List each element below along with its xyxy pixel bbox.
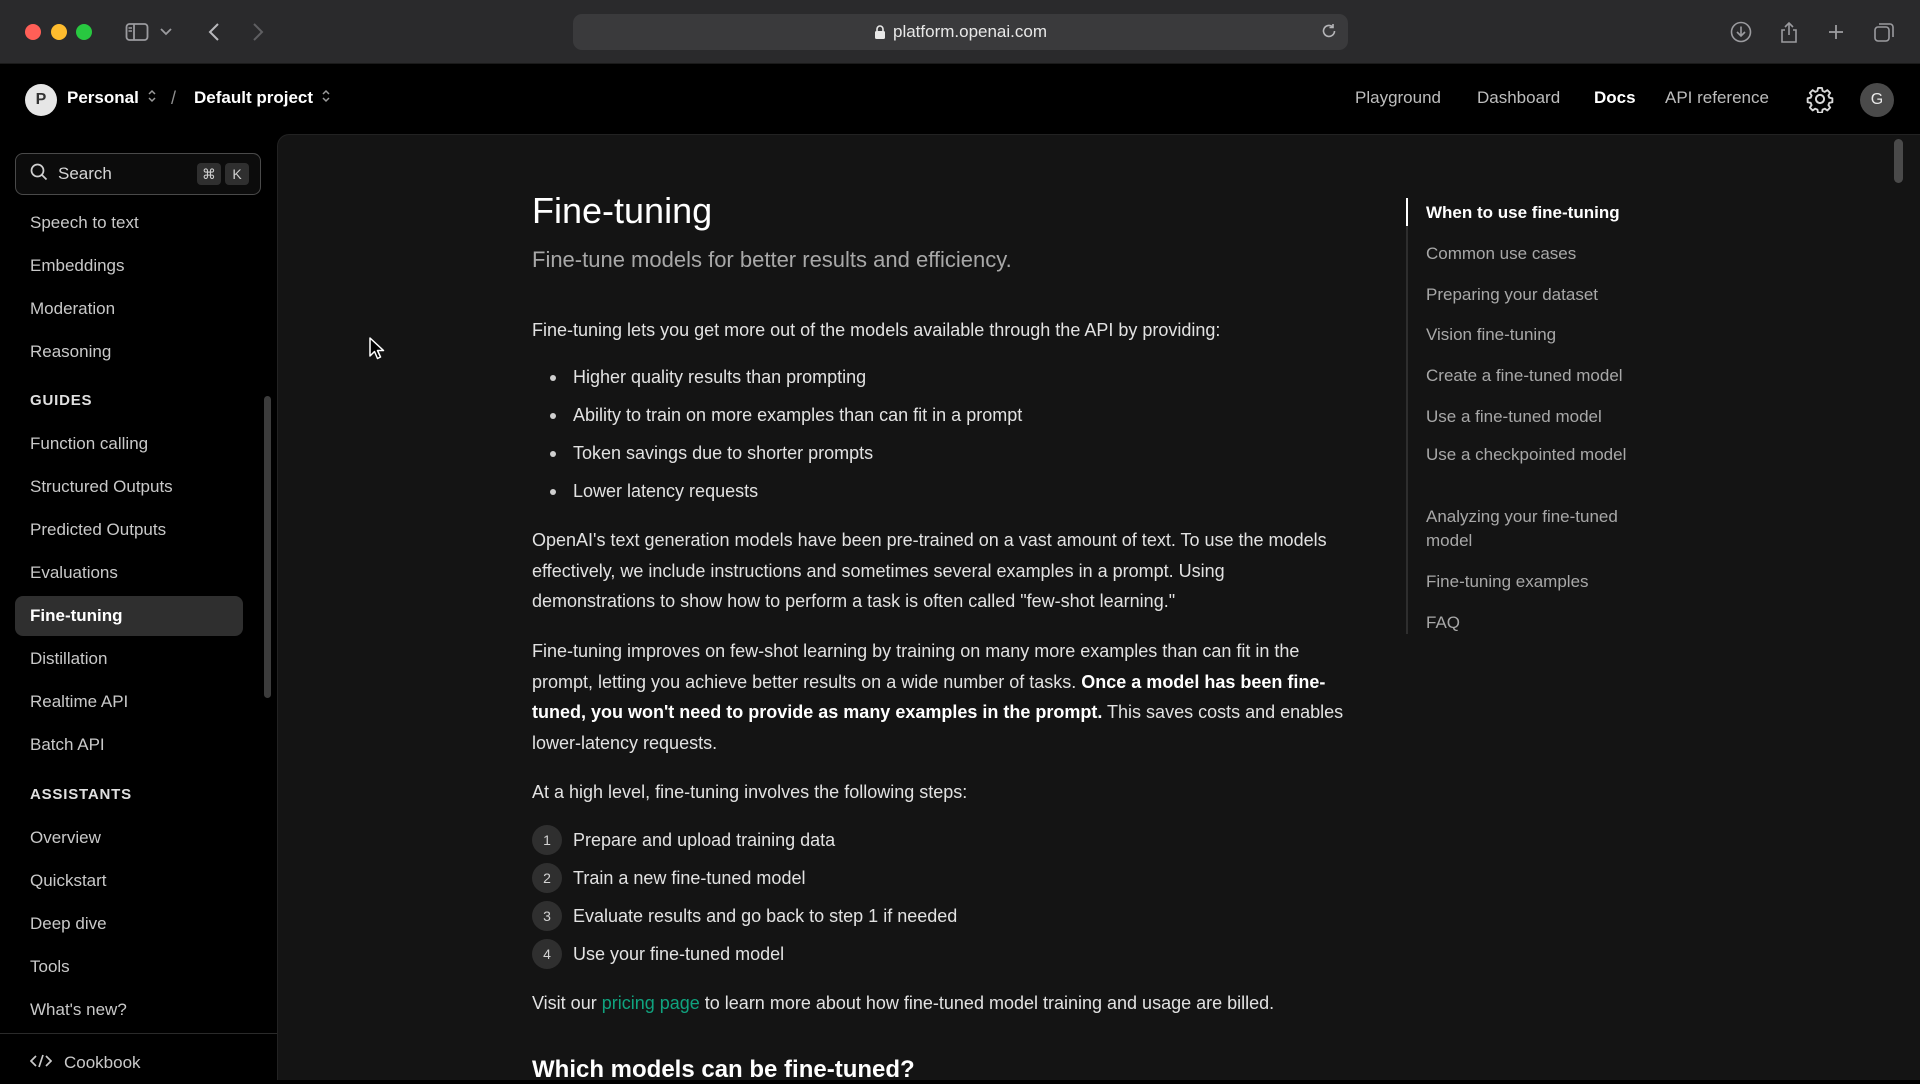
tab-overview-icon[interactable] bbox=[1870, 18, 1898, 46]
code-icon bbox=[30, 1053, 52, 1073]
zoom-window-button[interactable] bbox=[76, 24, 92, 40]
sidebar-item-evaluations[interactable]: Evaluations bbox=[30, 563, 118, 582]
paragraph-fine-tuning-benefits: Fine-tuning improves on few-shot learning by training on many more examples than can fit in the prompt, letting you achieve better results on a wide number of tasks. Once a model has been fine-tuned, you won't need to provide as many examples in the prompt. This saves costs and enables lower-latency requests. bbox=[532, 641, 1344, 753]
breadcrumb-separator: / bbox=[171, 88, 177, 108]
lock-icon bbox=[874, 25, 886, 40]
share-icon[interactable] bbox=[1775, 18, 1803, 46]
step-number: 3 bbox=[532, 901, 562, 931]
sidebar-item-tools[interactable]: Tools bbox=[30, 957, 70, 976]
gear-icon[interactable] bbox=[1806, 85, 1834, 118]
sidebar-item-distillation[interactable]: Distillation bbox=[30, 649, 108, 668]
toc-item-create-model[interactable]: Create a fine-tuned model bbox=[1426, 366, 1623, 385]
sidebar-item-structured-outputs[interactable]: Structured Outputs bbox=[30, 477, 173, 496]
toc-item-when-to-use[interactable]: When to use fine-tuning bbox=[1426, 203, 1620, 222]
download-icon[interactable] bbox=[1727, 18, 1755, 46]
project-switcher[interactable] bbox=[194, 88, 331, 108]
cookbook-label: Cookbook bbox=[64, 1053, 141, 1072]
section-heading-which-models: Which models can be fine-tuned? bbox=[532, 1056, 915, 1083]
search-input[interactable] bbox=[15, 153, 261, 195]
address-bar[interactable] bbox=[573, 14, 1348, 50]
paragraph-few-shot: OpenAI's text generation models have been pre-trained on a vast amount of text. To use the models effectively, we include instructions and sometimes several examples in a prompt. Using demonstrations to show how to perform a task is often called "few-shot learning." bbox=[532, 530, 1327, 611]
sidebar-item-overview[interactable]: Overview bbox=[30, 828, 101, 847]
step-number: 1 bbox=[532, 825, 562, 855]
list-item: Lower latency requests bbox=[550, 481, 758, 502]
content-scrollbar[interactable] bbox=[1894, 139, 1903, 183]
step-number: 4 bbox=[532, 939, 562, 969]
org-switcher[interactable] bbox=[67, 88, 157, 108]
toc-item-vision-fine-tuning[interactable]: Vision fine-tuning bbox=[1426, 325, 1557, 344]
sidebar-item-quickstart[interactable]: Quickstart bbox=[30, 871, 107, 890]
intro-paragraph: Fine-tuning lets you get more out of the models available through the API by providing: bbox=[532, 320, 1221, 340]
reload-icon[interactable] bbox=[1320, 22, 1338, 45]
nav-api-reference[interactable]: API reference bbox=[1665, 88, 1769, 107]
url-text: platform.openai.com bbox=[892, 22, 1048, 41]
pricing-paragraph: Visit our pricing page to learn more about how fine-tuned model training and usage are billed. bbox=[532, 993, 1275, 1013]
sidebar-item-fine-tuning[interactable]: Fine-tuning bbox=[30, 606, 123, 625]
back-arrow-icon[interactable] bbox=[200, 18, 228, 46]
sidebar-toggle-icon[interactable] bbox=[123, 18, 151, 46]
search-placeholder: Search bbox=[58, 164, 112, 183]
list-item: Ability to train on more examples than can fit in a prompt bbox=[550, 405, 1022, 426]
step-item: 2 Train a new fine-tuned model bbox=[532, 863, 805, 893]
org-avatar[interactable]: P bbox=[25, 84, 57, 116]
steps-intro: At a high level, fine-tuning involves the following steps: bbox=[532, 782, 968, 802]
sidebar-item-deep-dive[interactable]: Deep dive bbox=[30, 914, 107, 933]
cookbook-link[interactable] bbox=[30, 1053, 141, 1073]
sidebar-item-embeddings[interactable]: Embeddings bbox=[30, 256, 125, 275]
toc-item-preparing-dataset[interactable]: Preparing your dataset bbox=[1426, 285, 1598, 304]
sidebar-item-function-calling[interactable]: Function calling bbox=[30, 434, 149, 453]
org-name: Personal bbox=[67, 88, 139, 107]
sidebar-item-batch-api[interactable]: Batch API bbox=[30, 735, 105, 754]
sidebar-scrollbar[interactable] bbox=[264, 396, 271, 698]
step-item: 1 Prepare and upload training data bbox=[532, 825, 835, 855]
shortcut-cmd-key: ⌘ bbox=[197, 163, 221, 185]
sidebar-item-realtime-api[interactable]: Realtime API bbox=[30, 692, 129, 711]
sidebar-item-speech-to-text[interactable]: Speech to text bbox=[30, 213, 139, 232]
close-window-button[interactable] bbox=[25, 24, 41, 40]
list-item: Token savings due to shorter prompts bbox=[550, 443, 873, 464]
toc-item-analyzing[interactable]: Analyzing your fine-tuned model bbox=[1426, 507, 1618, 550]
sidebar-item-moderation[interactable]: Moderation bbox=[30, 299, 116, 318]
sidebar-item-predicted-outputs[interactable]: Predicted Outputs bbox=[30, 520, 167, 539]
sidebar-heading-assistants: ASSISTANTS bbox=[30, 786, 132, 803]
updown-chevron-icon bbox=[321, 88, 331, 108]
project-name: Default project bbox=[194, 88, 314, 107]
nav-docs[interactable]: Docs bbox=[1594, 88, 1636, 107]
new-tab-icon[interactable] bbox=[1822, 18, 1850, 46]
step-number: 2 bbox=[532, 863, 562, 893]
forward-arrow-icon[interactable] bbox=[244, 18, 272, 46]
mouse-pointer-icon bbox=[368, 336, 386, 367]
pricing-page-link[interactable]: pricing page bbox=[601, 993, 700, 1013]
nav-playground[interactable]: Playground bbox=[1355, 88, 1442, 107]
shortcut-k-key: K bbox=[225, 163, 249, 185]
sidebar-heading-guides: GUIDES bbox=[30, 392, 93, 409]
toc-active-indicator bbox=[1406, 198, 1408, 226]
step-item: 3 Evaluate results and go back to step 1 if needed bbox=[532, 901, 957, 931]
page-title: Fine-tuning bbox=[532, 190, 713, 231]
toc-track bbox=[1406, 198, 1408, 634]
updown-chevron-icon bbox=[147, 88, 157, 108]
list-item: Higher quality results than prompting bbox=[550, 367, 866, 388]
page-subtitle: Fine-tune models for better results and efficiency. bbox=[532, 247, 1012, 272]
sidebar-item-whats-new[interactable]: What's new? bbox=[30, 1000, 127, 1019]
search-icon bbox=[30, 163, 48, 186]
toc-item-common-use-cases[interactable]: Common use cases bbox=[1426, 244, 1577, 263]
step-item: 4 Use your fine-tuned model bbox=[532, 939, 784, 969]
sidebar-divider bbox=[0, 1033, 277, 1034]
chevron-down-icon[interactable] bbox=[158, 18, 174, 46]
nav-dashboard[interactable]: Dashboard bbox=[1477, 88, 1561, 107]
toc-item-use-model[interactable]: Use a fine-tuned model bbox=[1426, 407, 1602, 426]
toc-item-faq[interactable]: FAQ bbox=[1426, 613, 1461, 632]
toc-item-use-checkpointed[interactable]: Use a checkpointed model bbox=[1426, 445, 1627, 464]
user-avatar[interactable]: G bbox=[1860, 83, 1894, 117]
sidebar-item-reasoning[interactable]: Reasoning bbox=[30, 342, 112, 361]
bold-emphasis: Once a model has been fine-tuned, you won't need to provide as many examples in the prompt. bbox=[532, 671, 1326, 722]
toc-item-examples[interactable]: Fine-tuning examples bbox=[1426, 572, 1589, 591]
minimize-window-button[interactable] bbox=[51, 24, 67, 40]
browser-toolbar bbox=[0, 0, 1920, 64]
